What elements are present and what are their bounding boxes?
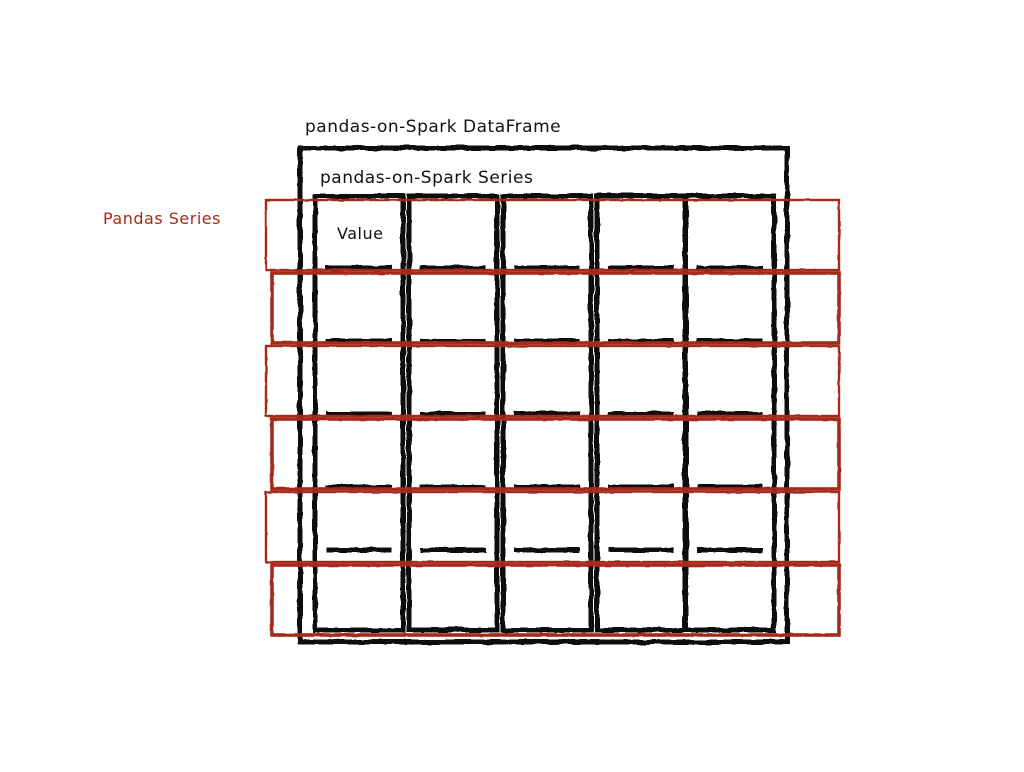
dataframe-outer-box <box>300 148 787 642</box>
dataframe-title-label: pandas-on-Spark DataFrame <box>305 117 562 137</box>
pandas-series-row-boxes <box>266 200 839 635</box>
series-title-label: pandas-on-Spark Series <box>320 168 534 188</box>
cell-value-label: Value <box>337 224 384 243</box>
pandas-series-row-6 <box>272 565 839 635</box>
pandas-series-row-3 <box>266 346 839 416</box>
pandas-series-row-4 <box>272 419 839 489</box>
pandas-series-row-2 <box>272 273 839 343</box>
cell-dividers <box>326 268 763 550</box>
pandas-series-label: Pandas Series <box>103 209 221 228</box>
